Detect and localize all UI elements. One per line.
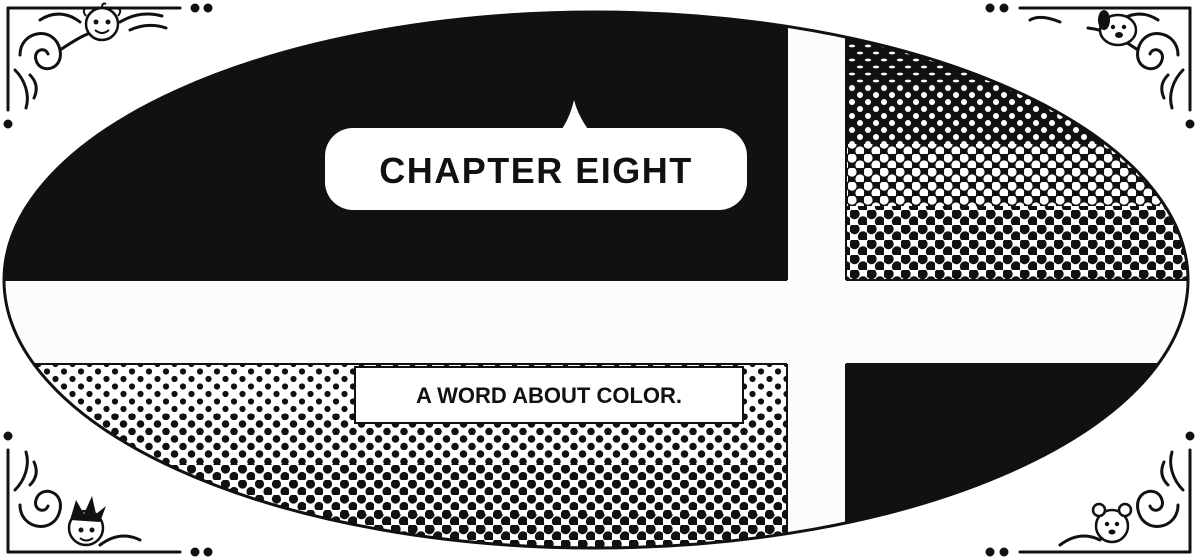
horizontal-gutter bbox=[0, 280, 1199, 364]
caption-text: A WORD ABOUT COLOR. bbox=[415, 383, 683, 408]
bear-character bbox=[1093, 504, 1131, 542]
flower-face bbox=[84, 4, 121, 41]
chapter-title: CHAPTER EIGHT bbox=[379, 150, 693, 191]
vertical-gutter bbox=[787, 0, 846, 560]
